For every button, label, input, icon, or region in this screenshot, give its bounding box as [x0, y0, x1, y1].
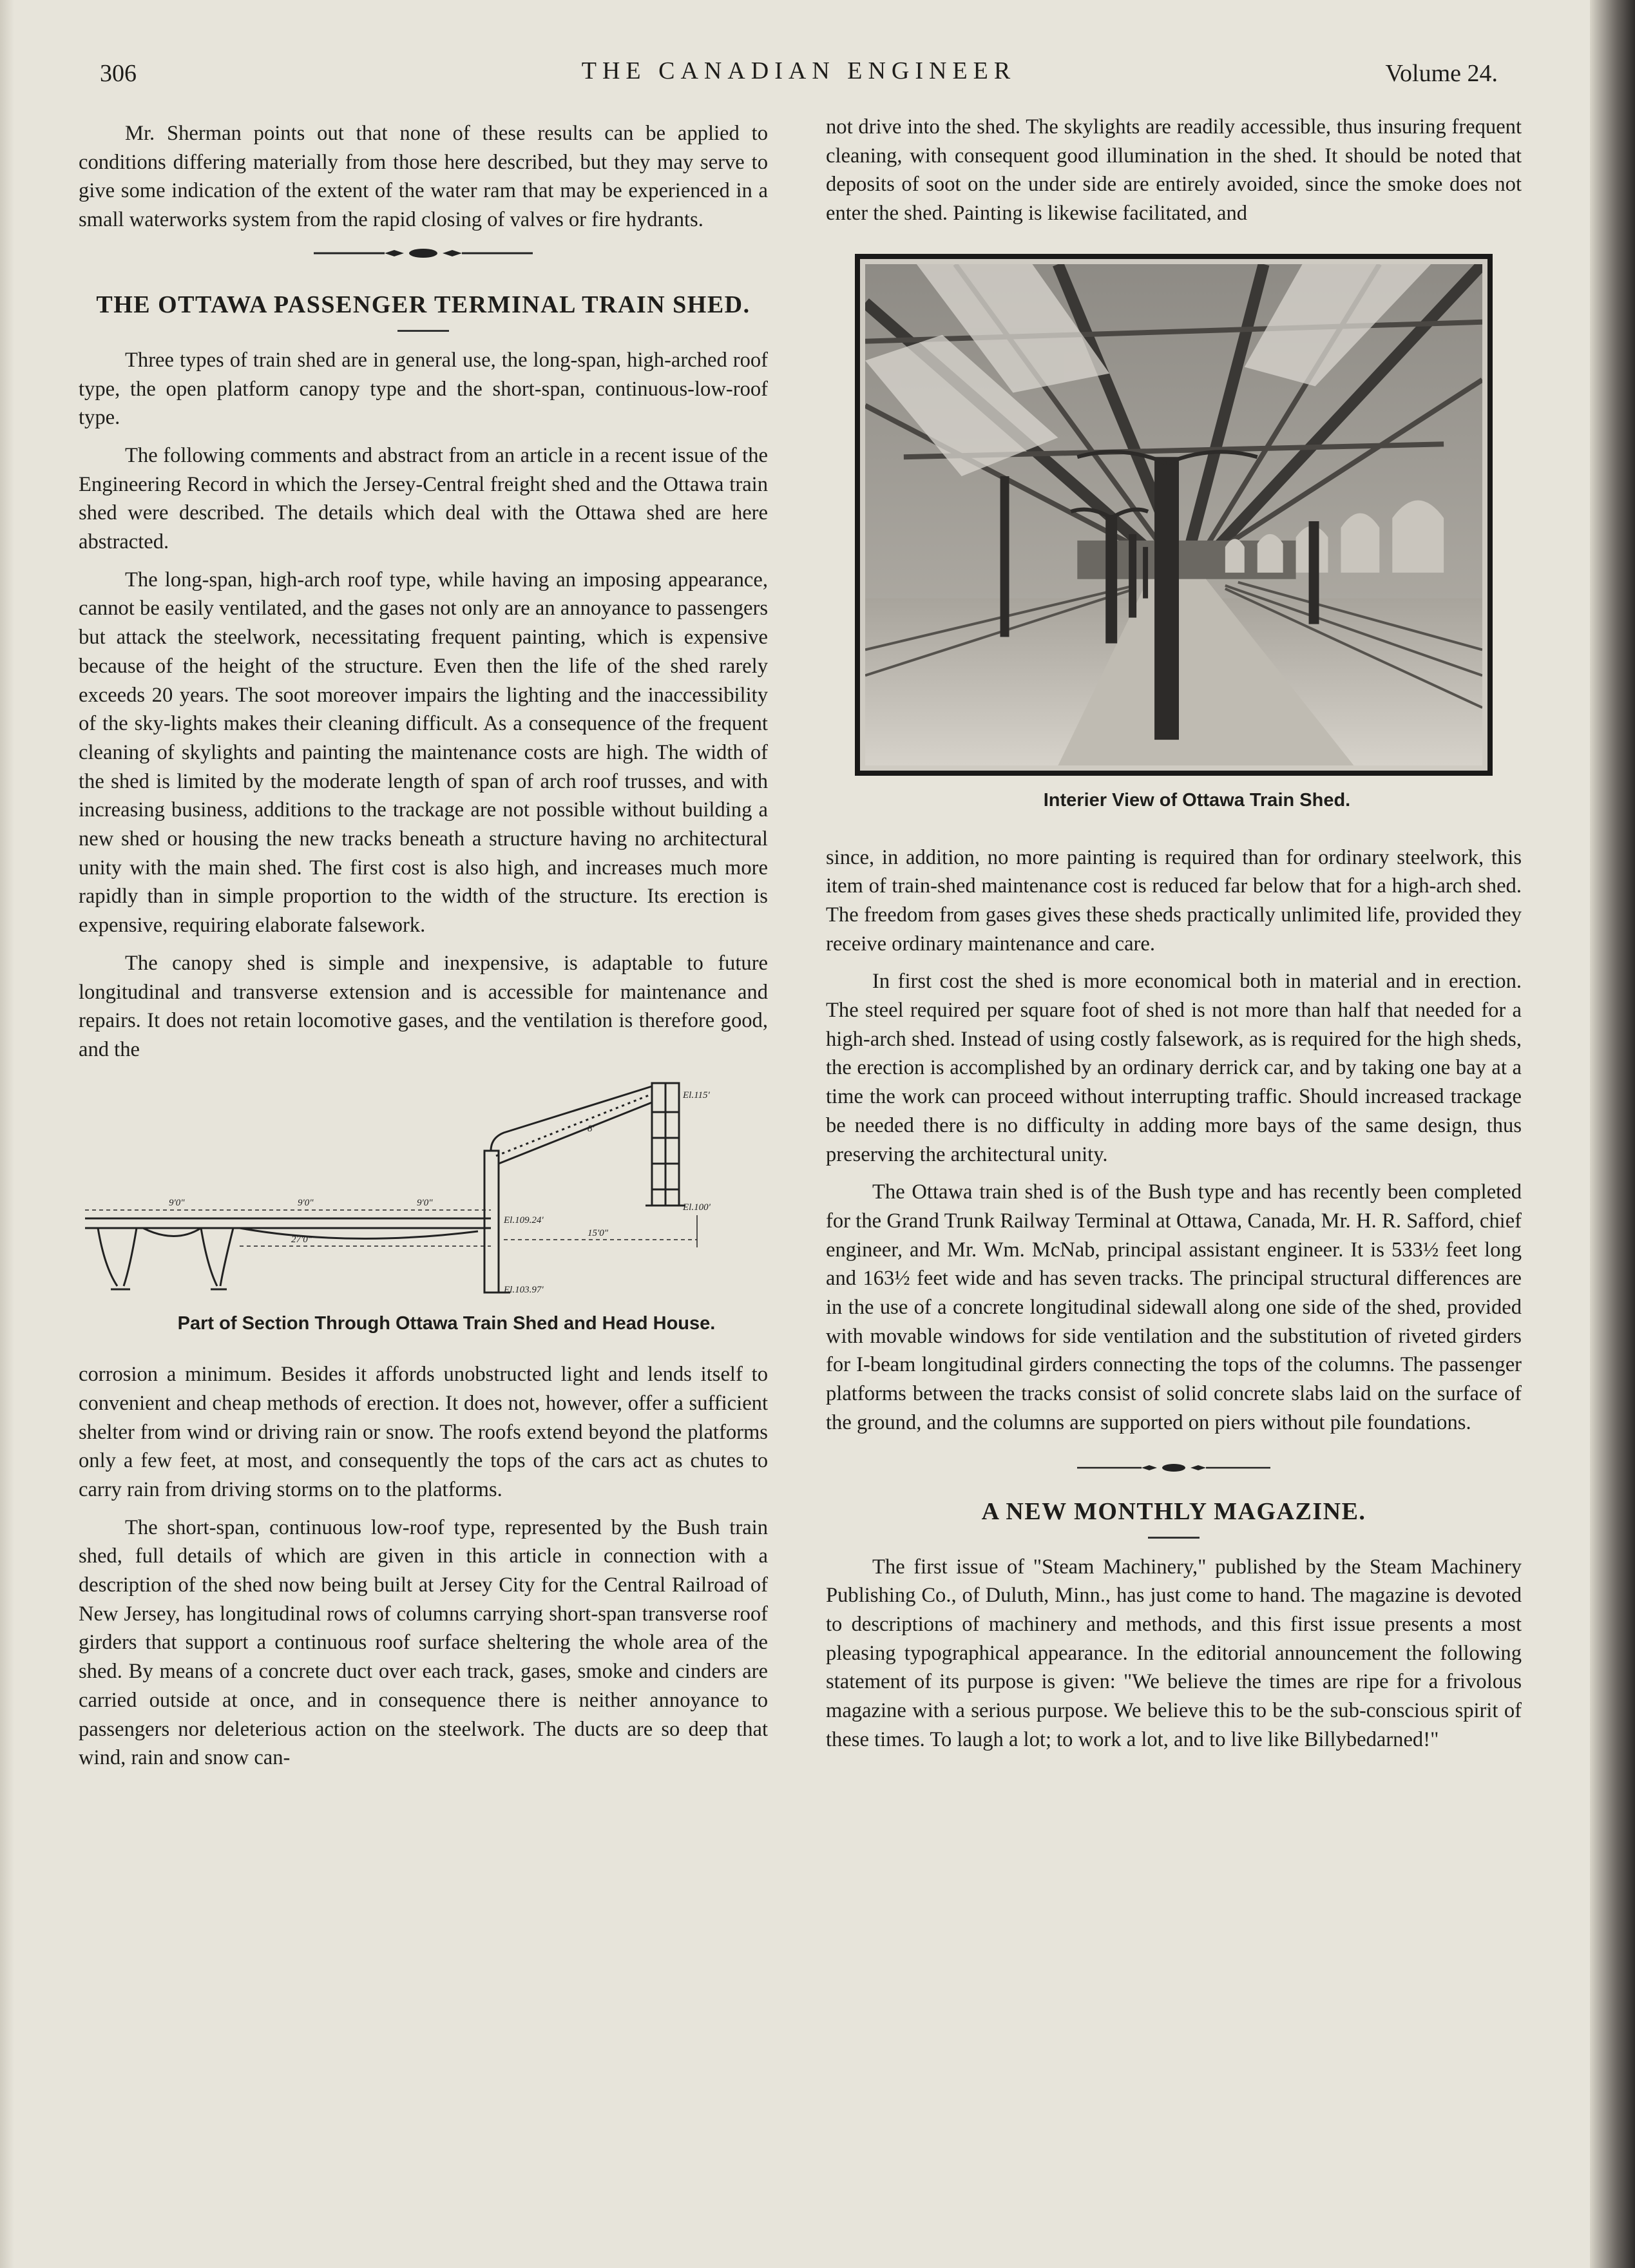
body-paragraph: The following comments and abstract from an article in a recent issue of the Engineering Record in which the Jersey-Central freight shed and the Ottawa train shed were described. The details which deal with the Ottawa shed are here abstracted.	[79, 443, 768, 554]
article-heading-magazine: A NEW MONTHLY MAGAZINE.	[981, 1497, 1366, 1525]
heading-rule	[397, 330, 449, 332]
section-divider-ornament	[314, 244, 533, 263]
page-edge-shadow	[1590, 0, 1635, 2268]
heading-rule	[1148, 1537, 1200, 1539]
section-drawing-caption: Part of Section Through Ottawa Train Shed and Head House.	[177, 1313, 716, 1334]
intro-paragraph: Mr. Sherman points out that none of these results can be applied to conditions differing materially from those here described, but they may serve to give some indication of the extent of the water ram that may be experienced in a small waterworks system from the rapid closing of valves or fire hydrants.	[79, 122, 768, 232]
photo-caption: Interier View of Ottawa Train Shed.	[1043, 789, 1351, 811]
dimension-label: 9'0"	[298, 1197, 314, 1208]
body-paragraph: The long-span, high-arch roof type, while having an imposing appearance, cannot be easily ventilated, and the gases not only are an annoyance to passengers but attack the steelwork, necessitating frequent painting, which is expensive because of the height of the structure. Even then the life of the shed rarely exceeds 20 years. The soot moreover impairs the lighting and the inaccessibility of the sky-lights makes their cleaning difficult. As a consequence of the frequent cleaning of skylights and painting the maintenance costs are high. The width of the shed is limited by the moderate length of span of arch roof trusses, and with increasing business, additions to the trackage are not possible without building a new shed or housing the new tracks beneath a structure having no architectural unity with the main shed. The first cost is also high, and increases much more rapidly than in simple proportion to the width of the structure. Its erection is expensive, requiring elaborate falsework.	[79, 568, 768, 937]
left-column	[79, 119, 768, 1782]
slope-label: 8'	[588, 1123, 595, 1134]
article-heading-ottawa: THE OTTAWA PASSENGER TERMINAL TRAIN SHED.	[96, 291, 751, 318]
body-paragraph: Three types of train shed are in general use, the long-span, high-arched roof type, the open platform canopy type and the short-span, continuous-low-roof type.	[79, 348, 768, 430]
dimension-label: 9'0"	[169, 1197, 185, 1208]
body-paragraph: The canopy shed is simple and inexpensive, is adaptable to future longitudinal and transverse extension and is accessible for maintenance and repairs. It does not retain locomotive gases, and the ventilation is therefore good, and the	[79, 951, 768, 1061]
page-gutter-shadow	[0, 0, 14, 2268]
elevation-label: El.103.97'	[504, 1284, 544, 1295]
page-header	[100, 57, 1498, 89]
dimension-label: 9'0"	[417, 1197, 433, 1208]
photo-figure	[826, 254, 1522, 776]
train-shed-interior-photo	[855, 254, 1493, 776]
page-number: 306	[100, 60, 137, 87]
right-column	[826, 113, 1522, 1763]
body-paragraph: The Ottawa train shed is of the Bush type and has recently been completed for the Grand Trunk Railway Terminal at Ottawa, Canada, Mr. H. R. Safford, chief engineer, and Mr. Wm. McNab, principal assistant engineer. It is 533½ feet long and 163½ feet wide and has seven tracks. The principal structural differences are in the use of a concrete longitudinal sidewall along one side of the shed, provided with movable windows for side ventilation and the substitution of riveted girders for I-beam longitudinal girders connecting the tops of the columns. The passenger platforms between the tracks consist of solid concrete slabs laid on the surface of the ground, and the columns are supported on piers without pile foundations.	[826, 1180, 1522, 1434]
dimension-label: 27'0"	[291, 1234, 312, 1245]
body-paragraph: The first issue of "Steam Machinery," published by the Steam Machinery Publishing Co., of Duluth, Minn., has just come to hand. The magazine is devoted to descriptions of machinery and methods, and this first issue presents a most pleasing typographical appearance. In the editorial announcement the following statement of its purpose is given: "We believe the times are ripe for a frivolous magazine with a serious purpose. We believe this to be the sub-conscious spirit of these times. To laugh a lot; to work a lot, and to live like Billybedarned!"	[826, 1555, 1522, 1751]
train-shed-photo-image	[865, 264, 1482, 765]
elevation-label: El.115'	[683, 1090, 710, 1100]
body-paragraph: corrosion a minimum. Besides it affords unobstructed light and lends itself to convenient and cheap methods of erection. It does not, however, offer a sufficient shelter from wind or driving rain or snow. The roofs extend beyond the platforms only a few feet, at most, and consequently the tops of the cars act as chutes to carry rain from driving storms on to the platforms.	[79, 1363, 768, 1501]
dimension-label: 15'0"	[588, 1227, 609, 1238]
journal-title: THE CANADIAN ENGINEER	[581, 57, 1017, 84]
elevation-label: El.100'	[683, 1202, 711, 1213]
body-paragraph: The short-span, continuous low-roof type, represented by the Bush train shed, full details of which are given in this article in connection with a description of the shed now being built at Jersey City for the Central Railroad of New Jersey, has longitudinal rows of columns carrying short-span transverse roof girders that support a continuous roof surface sheltering the whole area of the shed. By means of a concrete duct over each track, gases, smoke and cinders are carried outside at once, and in consequence there is neither annoyance to passengers nor deleterious action on the steelwork. The ducts are so deep that wind, rain and snow can-	[79, 1515, 768, 1770]
elevation-label: El.109.24'	[504, 1215, 544, 1225]
train-shed-section-drawing	[79, 1073, 768, 1305]
section-drawing-figure	[79, 1073, 768, 1338]
volume-label: Volume 24.	[1385, 60, 1498, 87]
body-paragraph: In first cost the shed is more economical both in material and in erection. The steel required per square foot of shed is not more than half that needed for a high-arch shed. Instead of using costly falsework, as is required for the high sheds, the erection is accomplished by an ordinary derrick car, and by taking one bay at a time the work can proceed without interrupting traffic. Should increased trackage be needed there is no difficulty in adding more bays of the same design, thus preserving the architectural unity.	[826, 970, 1522, 1166]
body-paragraph: since, in addition, no more painting is required than for ordinary steelwork, this item of train-shed maintenance cost is reduced far below that for a high-arch shed. The freedom from gases gives these sheds practically unlimited life, provided they receive ordinary maintenance and care.	[826, 845, 1522, 956]
section-divider-ornament	[1077, 1459, 1270, 1476]
body-paragraph: not drive into the shed. The skylights are readily accessible, thus insuring frequent cleaning, with consequent good illumination in the shed. It should be noted that deposits of soot on the under side are entirely avoided, since the smoke does not enter the shed. Painting is likewise facilitated, and	[826, 115, 1522, 226]
